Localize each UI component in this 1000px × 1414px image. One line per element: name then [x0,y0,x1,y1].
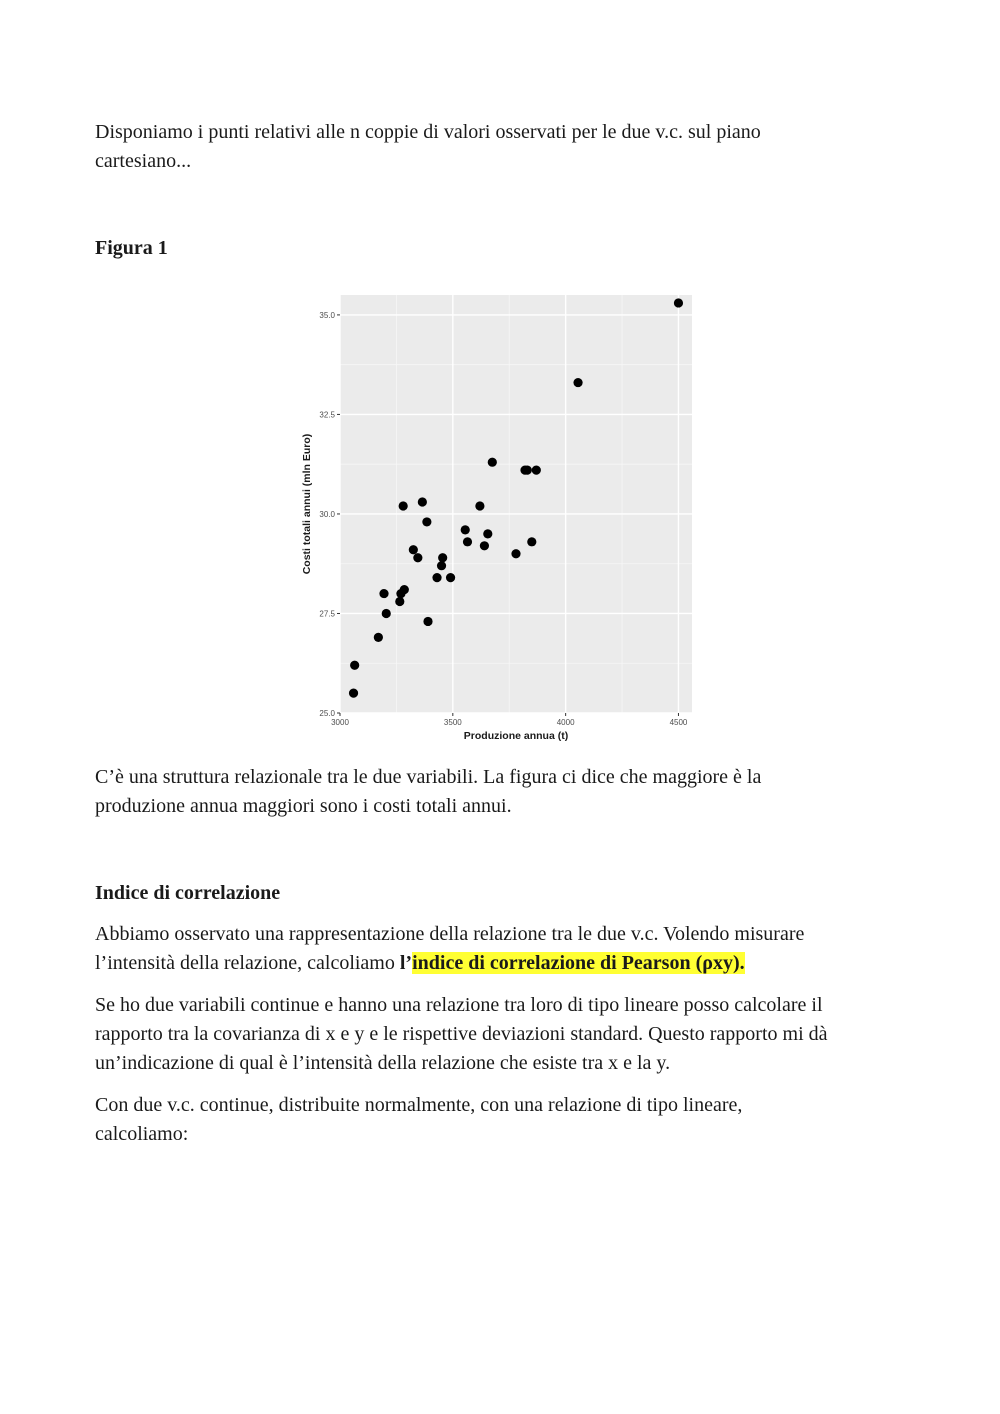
x-tick-label: 4500 [669,718,688,727]
scatter-point [437,561,446,570]
relation-paragraph [95,763,915,821]
scatter-point [523,466,532,475]
scatter-point [573,378,582,387]
y-axis-label: Costi totali annui (mln Euro) [301,433,313,575]
scatter-point [532,466,541,475]
plot-background [340,295,692,713]
scatter-point [511,549,520,558]
scatter-point [422,517,431,526]
scatter-point [483,529,492,538]
covariance-paragraph [95,991,915,1078]
y-tick-label: 30.0 [319,509,335,519]
covariance-line-3: un’indicazione di qual è l’intensità della relazione che esiste tra x e la y. [95,1052,671,1074]
scatter-point [349,688,358,697]
scatter-point [423,617,432,626]
scatter-point [527,537,536,546]
intro-line-1: Disponiamo i punti relativi alle n coppie di valori osservati per le due v.c. sul piano [95,121,761,143]
intro-paragraph [95,118,915,176]
figure-label: Figura 1 [95,237,168,259]
scatter-point [418,497,427,506]
pearson-highlight: indice di correlazione di Pearson (ρxy). [412,952,745,974]
y-tick-label: 25.0 [319,709,335,718]
conditions-paragraph [95,1091,915,1149]
scatter-point [432,573,441,582]
y-tick-label: 27.5 [319,609,335,619]
relation-line-1: C’è una struttura relazionale tra le due variabili. La figura ci dice che maggiore è la [95,766,762,788]
scatter-point [382,609,391,618]
scatter-point [461,525,470,534]
x-axis-label: Produzione annua (t) [463,730,569,742]
scatter-point [379,589,388,598]
x-tick-label: 3500 [443,718,462,727]
scatter-point [399,501,408,510]
covariance-line-1: Se ho due variabili continue e hanno una relazione tra loro di tipo lineare posso calcolare il [95,994,823,1016]
scatter-point [395,597,404,606]
scatter-point [374,633,383,642]
y-tick-label: 35.0 [319,310,335,320]
section-heading: Indice di correlazione [95,882,281,904]
scatter-point [438,553,447,562]
x-tick-label: 4000 [556,718,575,727]
scatter-point [475,501,484,510]
y-tick-label: 32.5 [319,410,335,420]
relation-line-2: produzione annua maggiori sono i costi totali annui. [95,795,512,817]
covariance-line-2: rapporto tra la covarianza di x e y e le rispettive deviazioni standard. Questo rapporto mi dà [95,1023,828,1045]
conditions-line-1: Con due v.c. continue, distribuite normalmente, con una relazione di tipo lineare, [95,1094,743,1116]
intro-line-2: cartesiano... [95,150,192,172]
scatter-point [480,541,489,550]
x-tick-label: 3000 [331,718,349,727]
scatter-point [409,545,418,554]
conditions-line-2: calcoliamo: [95,1123,189,1145]
scatter-point [350,661,359,670]
x-axis [331,713,688,727]
pearson-paragraph [95,920,915,978]
pearson-line-2: l’intensità della relazione, calcoliamo [95,952,400,974]
scatter-point [446,573,455,582]
pearson-line-1: Abbiamo osservato una rappresentazione della relazione tra le due v.c. Volendo misurare [95,923,805,945]
scatter-point [400,585,409,594]
scatter-point [488,458,497,467]
pearson-article: l’ [399,952,413,974]
scatter-point [413,553,422,562]
scatter-chart [296,292,696,744]
scatter-point [463,537,472,546]
y-axis [319,311,340,718]
scatter-point [674,298,683,307]
